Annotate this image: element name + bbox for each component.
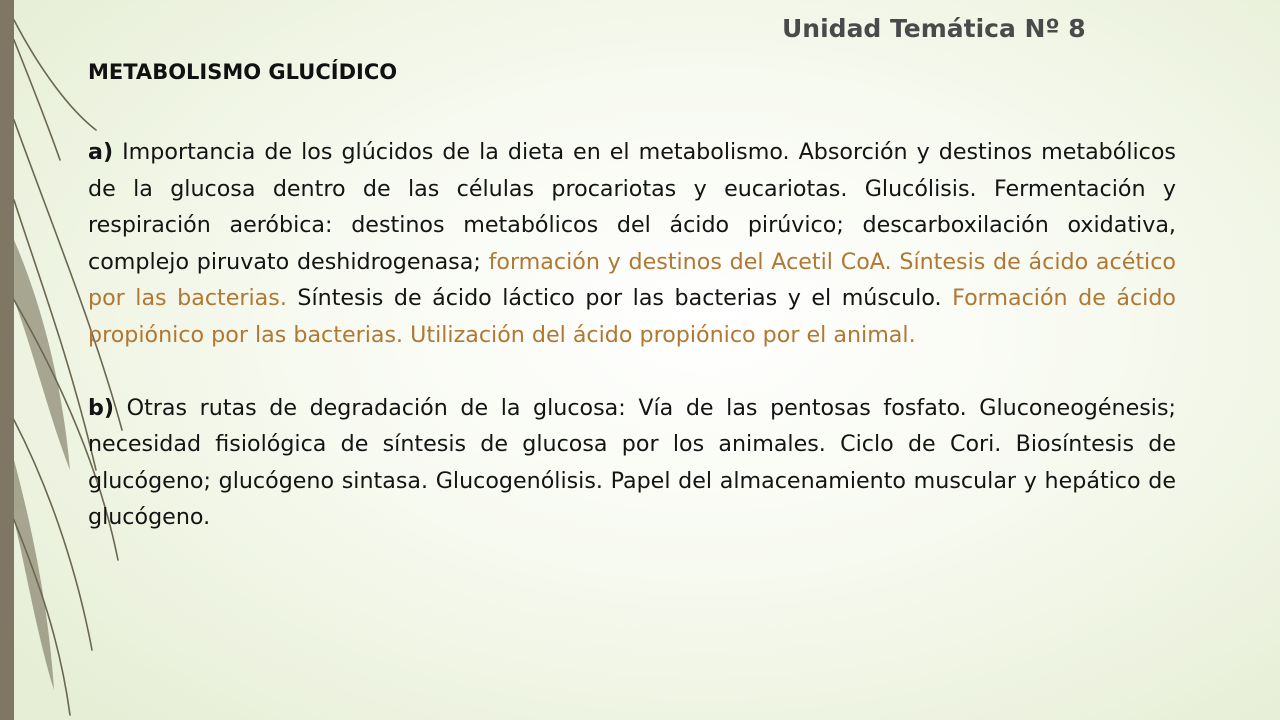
paragraph-a-text-1: Importancia de los glúcidos de la dieta en el metabolismo. Absorción y destinos metabólicos de la glucosa dentro de las células procariotas y eucariotas. Glucólisis. Fermentación y respiración aeróbica: destinos metabólicos del ácido pirúvico; descarboxilación oxidativa, complejo piruvato deshidrogenasa; (88, 139, 1176, 275)
paragraph-a (88, 134, 1176, 354)
paragraph-a-label: a) (88, 139, 114, 165)
slide-content (88, 134, 1176, 536)
paragraph-b-label: b) (88, 394, 115, 421)
paragraph-a-highlight-1: formación y destinos del Acetil CoA. Síntesis de ácido acético por las bacterias. (88, 248, 1176, 312)
slide-title: Unidad Temática Nº 8 (782, 14, 1086, 43)
paragraph-a-text-2: Síntesis de ácido láctico por las bacterias y el músculo. (286, 285, 953, 312)
paragraph-b-text: Otras rutas de degradación de la glucosa: Vía de las pentosas fosfato. Gluconeogénesis; necesidad fisiológica de síntesis de glucosa por los animales. Ciclo de Cori. Biosíntesis de glucógeno; glucógeno sintasa. Glucogenólisis. Papel del almacenamiento muscular y hepático de glucógeno. (88, 394, 1176, 531)
paragraph-a-highlight-2: Formación de ácido propiónico por las bacterias. Utilización del ácido propiónico por el animal. (88, 285, 1176, 348)
section-heading: METABOLISMO GLUCÍDICO (88, 60, 398, 84)
paragraph-b (88, 390, 1176, 536)
